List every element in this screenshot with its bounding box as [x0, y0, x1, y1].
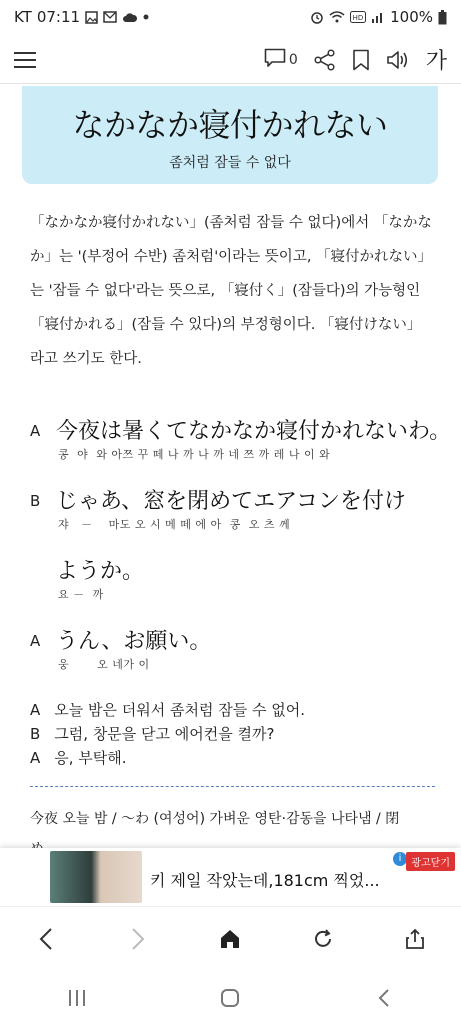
speaker-label: A	[30, 632, 41, 650]
dialog-japanese: 今夜は暑くてなかなか寝付かれないわ。	[56, 419, 452, 444]
bookmark-icon[interactable]	[352, 46, 370, 74]
cloud-icon	[122, 12, 138, 23]
translation-block	[30, 698, 305, 770]
ad-image[interactable]	[50, 851, 142, 903]
battery-percent: 100%	[390, 8, 433, 26]
comment-icon	[264, 48, 286, 72]
dialog-line	[30, 616, 440, 676]
page-title: なかなか寝付かれない	[72, 106, 388, 144]
mail-icon	[103, 11, 117, 23]
home-icon[interactable]	[210, 919, 250, 959]
translation-line	[30, 746, 305, 770]
dot-icon	[143, 14, 149, 20]
svg-text:HD: HD	[352, 14, 364, 22]
wifi-icon	[329, 11, 345, 23]
explanation-paragraph: 「なかなか寝付かれない」(좀처럼 잠들 수 없다)에서 「なかなか」는 '(부정어 수반) 좀처럼'이라는 뜻이고, 「寝付かれない」는 '잠들 수 없다'라는 뜻으로, 「寝付く」(잠들다)의 가능형인 「寝付かれる」(잠들 수 있다)의 부정형이다. 「寝付けない」라고 쓰기도 한다.	[30, 215, 433, 367]
font-size-button[interactable]: 가	[425, 49, 447, 74]
chevron-right-icon[interactable]	[118, 919, 158, 959]
share-up-icon[interactable]	[395, 919, 435, 959]
battery-icon	[438, 10, 447, 25]
speaker-label: A	[30, 749, 41, 767]
dialog-japanese: じゃあ、窓を閉めてエアコンを付け	[56, 489, 407, 514]
dialog-pronunciation: 웅 오 네가 이	[58, 658, 150, 671]
ad-info-icon[interactable]: i	[393, 852, 407, 866]
speaker-label: A	[30, 701, 41, 719]
carrier-label: KT	[14, 8, 32, 26]
translation-text: 오늘 밤은 더워서 좀처럼 잠들 수 없어.	[54, 701, 305, 719]
dialog-japanese: うん、お願い。	[56, 629, 212, 654]
app-bar-actions	[264, 46, 447, 74]
refresh-icon[interactable]	[303, 919, 343, 959]
browser-toolbar	[0, 906, 461, 971]
signal-icon	[371, 11, 385, 23]
translation-line	[30, 722, 305, 746]
speaker-label: B	[30, 492, 41, 510]
dialog-line	[30, 546, 440, 601]
ad-close-button[interactable]: 광고닫기	[406, 852, 455, 871]
chevron-left-icon[interactable]	[26, 919, 66, 959]
comment-count: 0	[288, 51, 298, 68]
dialog-pronunciation: 콩 야 와 아쯔 꾸 떼 나 까 나 까 네 쯔 까 레 나 이 와	[58, 448, 331, 461]
status-bar	[0, 0, 461, 34]
dialog-pronunciation: 요 － 까	[58, 588, 104, 601]
speaker-icon[interactable]	[386, 46, 410, 74]
translation-text: 그럼, 창문을 닫고 에어컨을 켤까?	[54, 725, 275, 743]
ad-text[interactable]: 키 제일 작았는데,181cm 찍었...	[150, 871, 380, 890]
translation-line	[30, 698, 305, 722]
status-left	[14, 8, 149, 26]
alarm-icon	[310, 10, 324, 24]
system-nav-bar	[0, 972, 461, 1024]
hd-voice-icon	[350, 11, 366, 23]
speaker-label: B	[30, 725, 41, 743]
dialog-japanese: ようか。	[56, 559, 145, 584]
comment-button[interactable]	[264, 46, 298, 74]
clock: 07:11	[36, 8, 81, 26]
translation-text: 응, 부탁해.	[54, 749, 127, 767]
section-divider	[30, 786, 435, 787]
recent-apps-icon[interactable]	[57, 978, 97, 1018]
dialog-line	[30, 406, 452, 466]
ad-banner[interactable]	[0, 848, 461, 906]
home-button-icon[interactable]	[210, 978, 250, 1018]
speaker-label: A	[30, 422, 41, 440]
share-icon[interactable]	[314, 46, 336, 74]
status-right	[310, 8, 447, 26]
hamburger-icon[interactable]	[14, 46, 36, 74]
dialog-line	[30, 476, 440, 536]
title-box	[22, 86, 438, 184]
dialog-pronunciation: 쟈 － 마도 오 시 메 떼 에 아 콩 오 츠 께	[58, 518, 291, 531]
vocab-line: 今夜 오늘 밤 / 〜わ (여성어) 가벼운 영탄·감동을 나타냄 / 閉	[30, 811, 400, 827]
app-bar	[0, 36, 461, 84]
back-icon[interactable]	[364, 978, 404, 1018]
gallery-icon	[85, 11, 98, 24]
article-content	[0, 86, 461, 906]
page-subtitle: 좀처럼 잠들 수 없다	[169, 155, 291, 171]
